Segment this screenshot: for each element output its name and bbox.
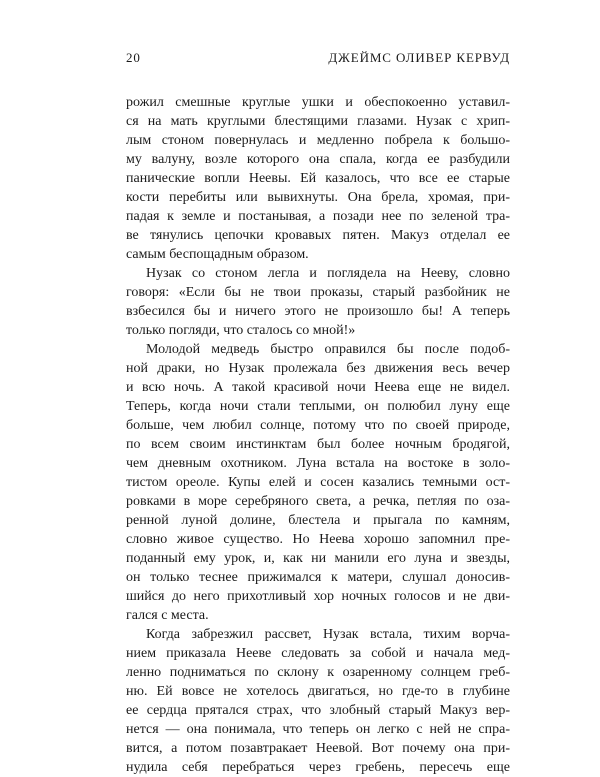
text-line: по всем своим инстинктам был более ночным бродягой, [126,437,510,452]
text-line: нудила себя перебраться через гребень, пересечь еще [126,760,510,775]
text-line: самым беспощадным образом. [126,247,309,262]
text-line: и всю ночь. А такой красивой ночи Неева еще не видел. [126,380,510,395]
text-line: рожил смешные круглые ушки и обеспокоенно уставил- [126,95,510,110]
text-line: лым стоном повернулась и медленно побрела к большо- [126,133,510,148]
text-line: гался с места. [126,608,209,623]
text-line: нием приказала Нееве следовать за собой и начала мед- [126,646,510,661]
text-line: только погляди, что сталось со мной!» [126,323,356,338]
text-line: ной драки, но Нузак пролежала без движения весь вечер [126,361,510,376]
text-line: кости перебиты или вывихнуты. Она брела, хромая, при- [126,190,510,205]
text-line: падая к земле и постанывая, а позади нее по зеленой тра- [126,209,510,224]
text-line: словно живое существо. Но Неева хорошо запомнил пре- [126,532,510,547]
text-line: ровками в море серебряного света, а речка, петляя по оза- [126,494,510,509]
body-text [126,93,510,777]
text-line: ся на мать круглыми блестящими глазами. Нузак с хрип- [126,114,510,129]
text-line: взбесился бы и ничего этого не произошло бы! А теперь [126,304,510,319]
running-head [126,50,510,70]
text-line: Нузак со стоном легла и поглядела на Нееву, словно [146,266,510,281]
page-number: 20 [126,50,141,65]
running-title: ДЖЕЙМС ОЛИВЕР КЕРВУД [328,50,510,65]
text-line: тистом ореоле. Купы елей и сосен казались темными ост- [126,475,510,490]
text-line: нется — она понимала, что теперь он легко с ней не спра- [126,722,510,737]
text-line: ве тянулись цепочки кровавых пятен. Макуз отделал ее [126,228,510,243]
text-line: Когда забрезжил рассвет, Нузак встала, тихим ворча- [146,627,510,642]
text-line: больше, чем любил солнце, потому что по своей природе, [126,418,510,433]
text-line: Молодой медведь быстро оправился бы после подоб- [146,342,510,357]
text-line: му валуну, возле которого она спала, когда ее разбудили [126,152,510,167]
text-line: вится, а потом позавтракает Неевой. Вот почему она при- [126,741,510,756]
text-line: говоря: «Если бы не твои проказы, старый разбойник не [126,285,510,300]
text-line: ню. Ей вовсе не хотелось двигаться, но где-то в глубине [126,684,510,699]
text-line: поданный ему урок, и, как ни манили его луна и звезды, [126,551,510,566]
text-line: ленно подниматься по склону к озаренному солнцем греб- [126,665,510,680]
text-line: шийся до него прихотливый хор ночных голосов и не дви- [126,589,510,604]
text-line: он только теснее прижимался к матери, слушал доносив- [126,570,510,585]
text-line: чем дневным охотником. Луна встала на востоке в золо- [126,456,510,471]
text-line: Теперь, когда ночи стали теплыми, он полюбил луну еще [126,399,510,414]
text-line: ренной луной долине, блестела и прыгала по камням, [126,513,510,528]
text-line: панические вопли Неевы. Ей казалось, что все ее старые [126,171,510,186]
text-line: ее сердца прятался страх, что злобный старый Макуз вер- [126,703,510,718]
